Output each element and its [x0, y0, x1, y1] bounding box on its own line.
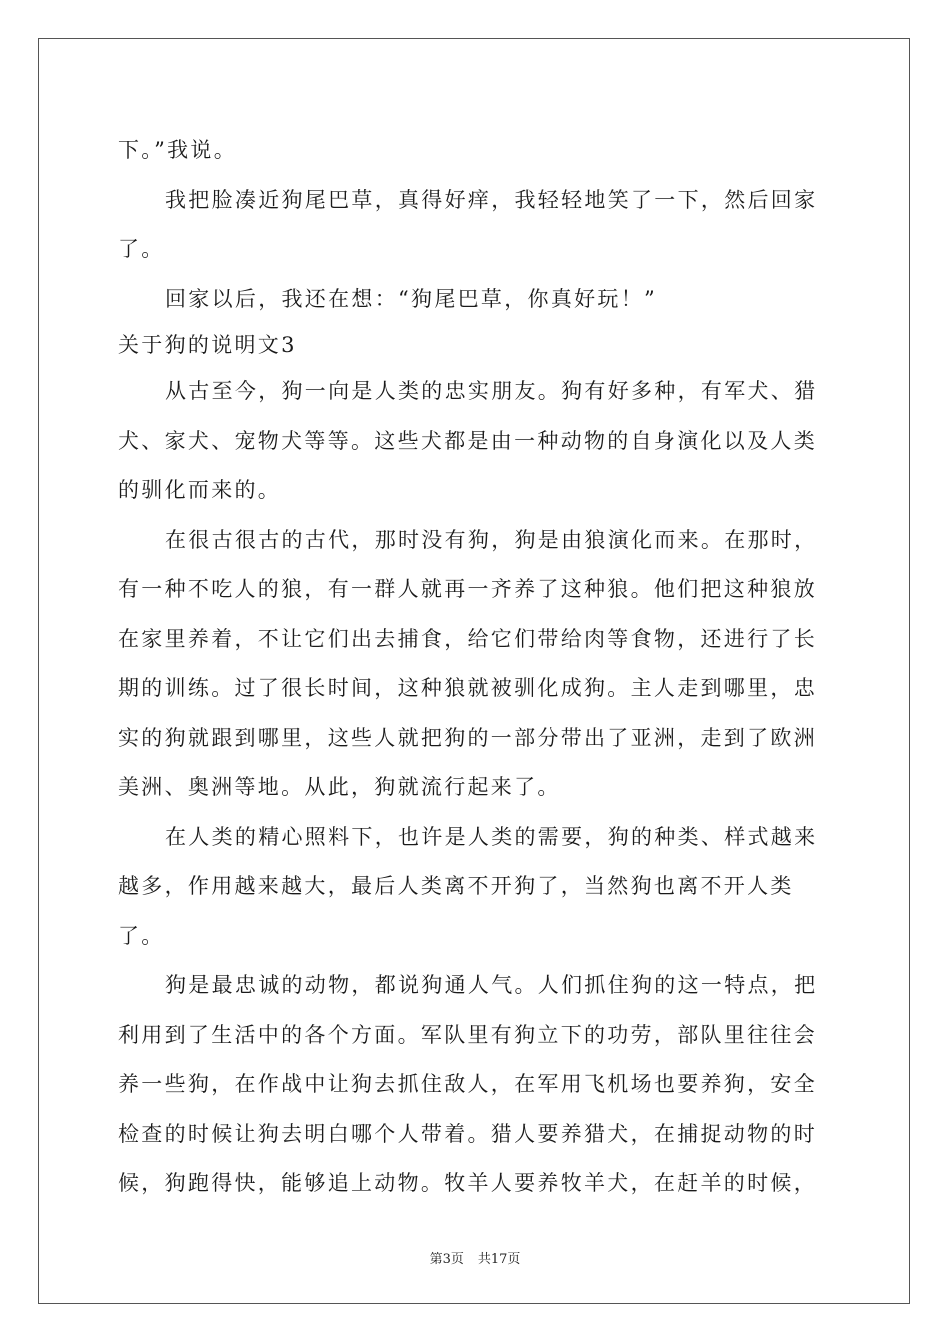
paragraph: 狗是最忠诚的动物，都说狗通人气。人们抓住狗的这一特点，把利用到了生活中的各个方面。军队里有狗立下的功劳，部队里往往会养一些狗，在作战中让狗去抓住敌人，在军用飞机场也要养狗，安全检查的时候让狗去明白哪个人带着。猎人要养猎犬，在捕捉动物的时候，狗跑得快，能够追上动物。牧羊人要养牧羊犬，在赶羊的时候，: [118, 973, 818, 1195]
page-total: 共17页: [477, 1252, 521, 1267]
section-heading: 关于狗的说明文3: [118, 333, 297, 357]
paragraph: 我把脸凑近狗尾巴草，真得好痒，我轻轻地笑了一下，然后回家了。: [118, 187, 818, 261]
document-body: [118, 126, 838, 1209]
paragraph: 在很古很古的古代，那时没有狗，狗是由狼演化而来。在那时，有一种不吃人的狼，有一群人就再一齐养了这种狼。他们把这种狼放在家里养着，不让它们出去捕食，给它们带给肉等食物，还进行了长期的训练。过了很长时间，这种狼就被驯化成狗。主人走到哪里，忠实的狗就跟到哪里，这些人就把狗的一部分带出了亚洲，走到了欧洲美洲、奥洲等地。从此，狗就流行起来了。: [118, 527, 818, 799]
paragraph: 从古至今，狗一向是人类的忠实朋友。狗有好多种，有军犬、猎犬、家犬、宠物犬等等。这些犬都是由一种动物的自身演化以及人类的驯化而来的。: [118, 379, 818, 502]
paragraph: 回家以后，我还在想：“狗尾巴草，你真好玩！”: [165, 286, 658, 311]
paragraph-continuation: 下。”我说。: [118, 138, 238, 162]
page-number: 第3页: [429, 1252, 464, 1267]
page-footer: [0, 1248, 950, 1267]
paragraph: 在人类的精心照料下，也许是人类的需要，狗的种类、样式越来越多，作用越来越大，最后人类离不开狗了，当然狗也离不开人类了。: [118, 824, 818, 948]
